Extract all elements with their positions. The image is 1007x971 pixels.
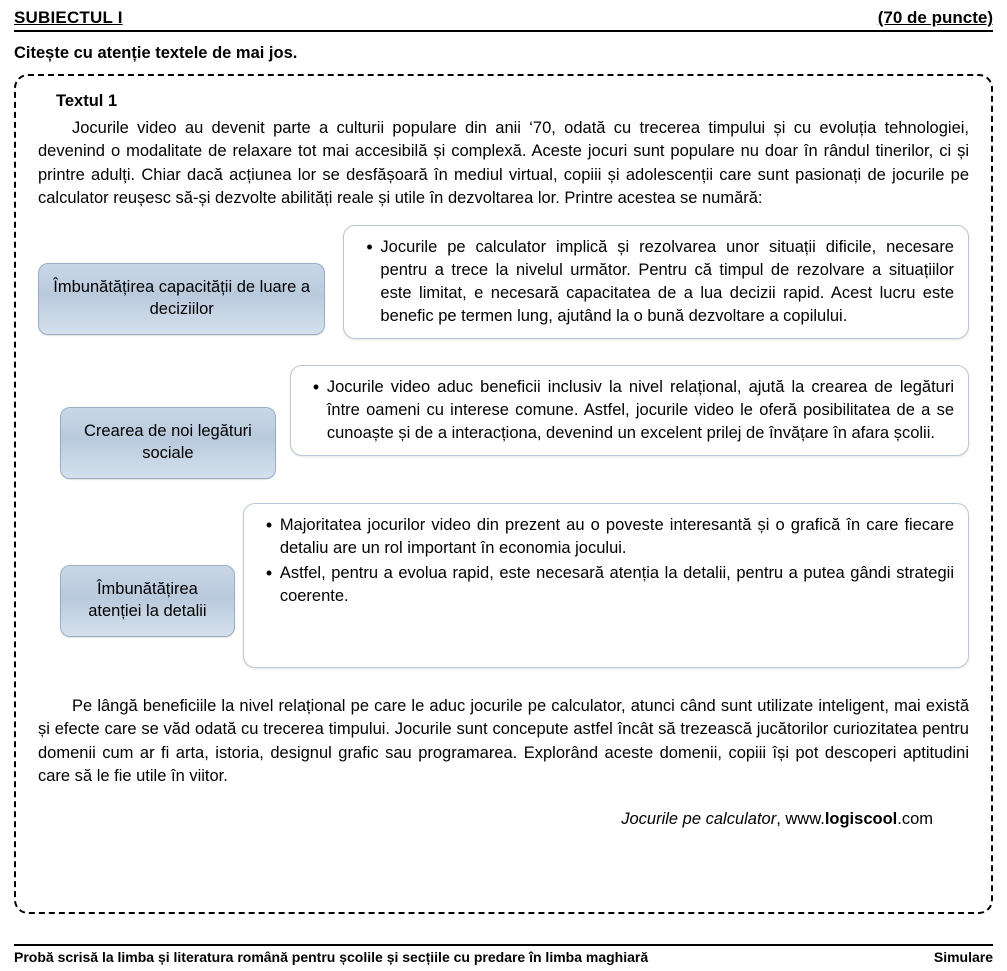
benefit-content-1 [343, 225, 969, 339]
footer-right-text: Simulare [933, 949, 993, 965]
benefit-content-3 [243, 503, 969, 668]
source-attribution [38, 810, 969, 829]
points-label: (70 de puncte) [877, 8, 993, 27]
footer-left-text: Probă scrisă la limba și literatura română pentru școlile și secțiile cu predare în limba maghiară [14, 949, 649, 965]
header-divider [14, 30, 993, 32]
diagram-row [38, 365, 969, 515]
source-separator: , www. [776, 810, 825, 829]
benefit-label-1: Îmbunătățirea capacității de luare a deciziilor [38, 263, 325, 335]
closing-paragraph: Pe lângă beneficiile la nivel relațional pe care le aduc jocurile pe calculator, atunci când sunt utilizate inteligent, mai există și efecte care se văd odată cu trecerea timpului. Jocurile sunt concepute astfel încât să trezească jucătorilor curiozitatea pentru domenii cum ar fi arta, istoria, designul grafic sau programarea. Explorând aceste domenii, copiii își pot descoperi aptitudini care să le fie utile în viitor. [38, 696, 969, 785]
source-title: Jocurile pe calculator [621, 810, 777, 829]
benefits-diagram [38, 225, 969, 695]
diagram-row [38, 503, 969, 678]
benefit-content-2 [290, 365, 969, 456]
benefit-label-3: Îmbunătățirea atenției la detalii [60, 565, 235, 637]
diagram-row [38, 225, 969, 375]
benefit-bullet: • Astfel, pentru a evolua rapid, este necesară atenția la detalii, pentru a putea gândi strategii coerente. [270, 562, 954, 608]
text-container [14, 74, 993, 914]
text-title: Textul 1 [56, 92, 118, 110]
page-header [14, 0, 993, 28]
instruction-text: Citește cu atenție textele de mai jos. [14, 44, 298, 62]
source-tld: .com [897, 810, 933, 829]
benefit-bullet: • Majoritatea jocurilor video din prezent au o poveste interesantă și o grafică în care fiecare detaliu are un rol important în economia jocului. [270, 514, 954, 560]
benefit-label-2: Crearea de noi legături sociale [60, 407, 276, 479]
source-site: logiscool [824, 810, 898, 829]
page-footer [14, 944, 993, 965]
benefit-bullet: • Jocurile pe calculator implică și rezolvarea unor situații dificile, necesare pentru a trece la nivelul următor. Pentru că timpul de rezolvare a situațiilor este limitat, e necesară capacitatea de a lua decizii rapid. Acest lucru este benefic pe termen lung, ajutând la o bună dezvoltare a copilului. [370, 236, 954, 328]
intro-paragraph: Jocurile video au devenit parte a culturii populare din anii ‘70, odată cu trecerea timpului și cu evoluția tehnologiei, devenind o modalitate de relaxare tot mai accesibilă și complexă. Aceste jocuri sunt populare nu doar în rândul tinerilor, ci și printre adulți. Chiar dacă acțiunea lor se desfășoară în mediul virtual, copiii și adolescenții care sunt pasionați de jocurile pe calculator reușesc să-și dezvolte abilități reale și utile în dezvoltarea lor. Printre acestea se numără: [38, 119, 969, 208]
subject-title: SUBIECTUL I [14, 8, 123, 27]
benefit-bullet: • Jocurile video aduc beneficii inclusiv la nivel relațional, ajută la crearea de legături între oameni cu interese comune. Astfel, jocurile video le oferă posibilitatea de a se cunoaște și de a interacționa, devenind un excelent prilej de învățare în afara școlii. [317, 376, 954, 445]
